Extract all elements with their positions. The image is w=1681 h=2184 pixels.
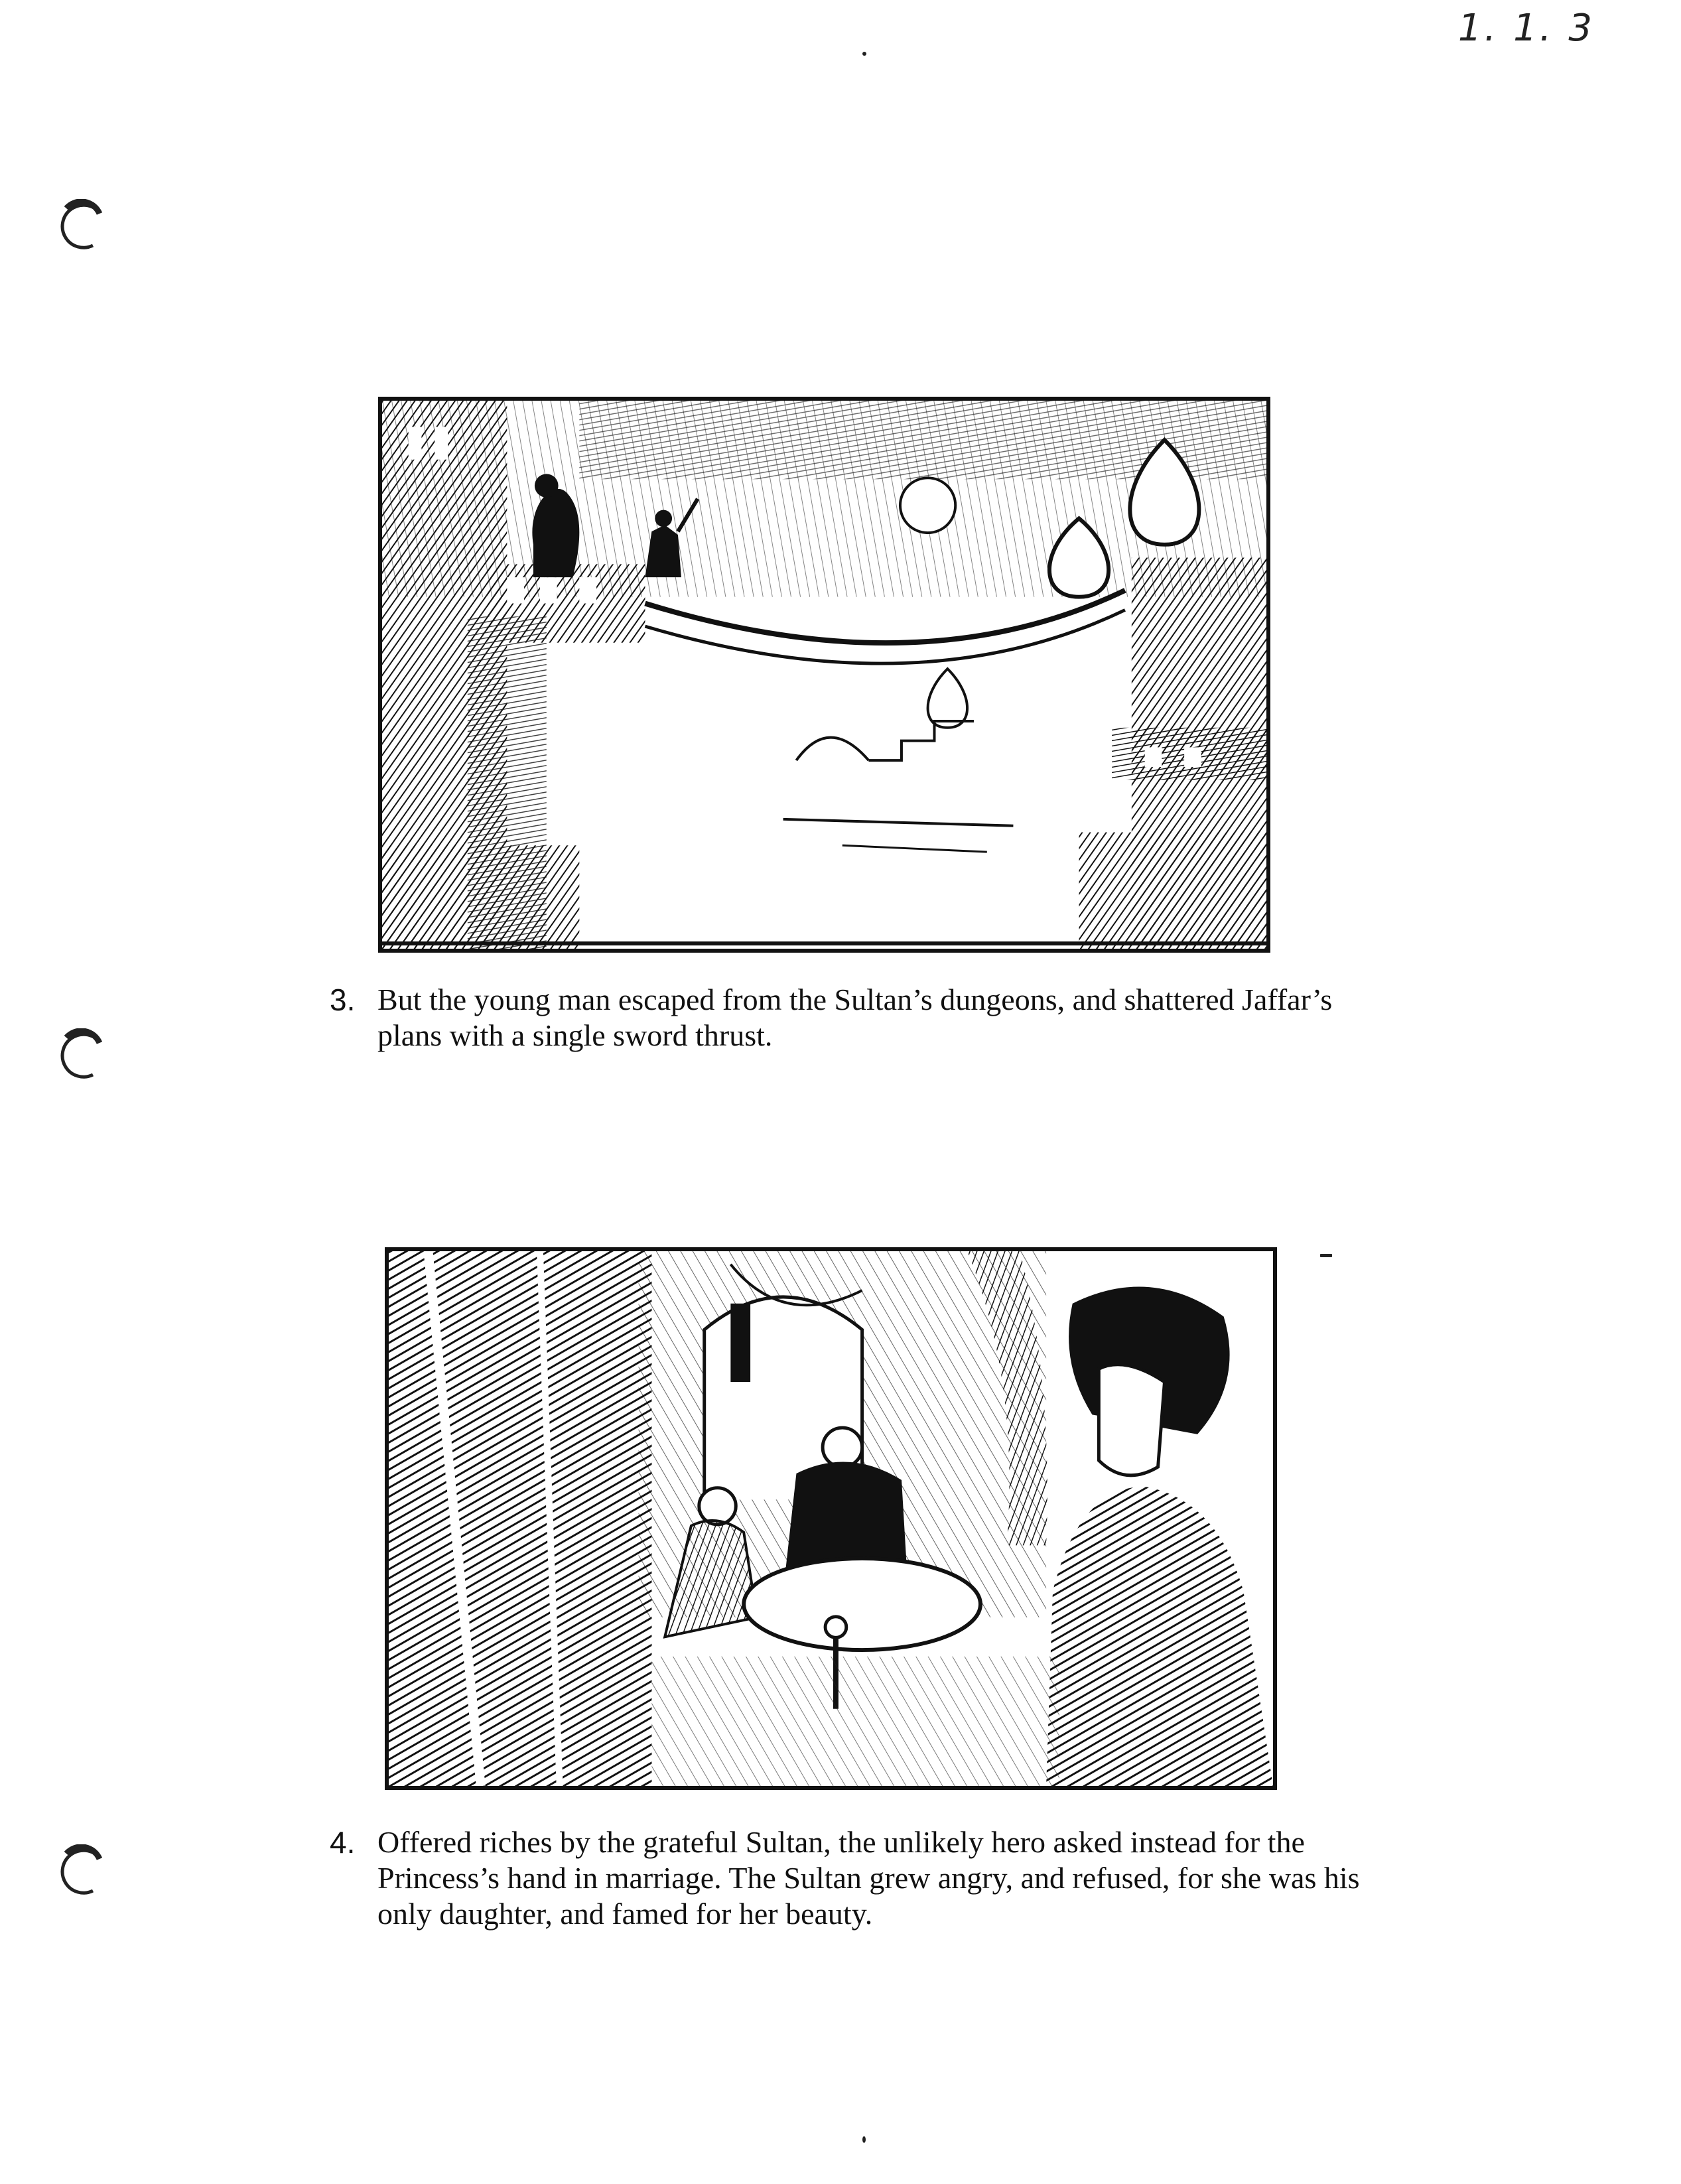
panel-4-caption [330,1824,1365,1932]
storyboard-panel-4 [385,1247,1277,1790]
punch-hole-mark-bottom [53,1844,106,1897]
panel-4-caption-text: Offered riches by the grateful Sultan, the unlikely hero asked instead for the Princess’s hand in marriage. The Sultan grew angry, and refused, for she was his only daughter, and famed for her beauty. [377,1825,1360,1931]
scan-speck [862,2136,866,2143]
panel-4-illustration [389,1251,1273,1786]
punch-hole-mark-top [53,199,106,252]
punch-hole-mark-middle [53,1028,106,1081]
page-number: 1. 1. 3 [1457,7,1595,50]
panel-3-illustration [382,401,1266,949]
panel-3-caption-text: But the young man escaped from the Sultan’s dungeons, and shattered Jaffar’s plans with a single sword thrust. [377,983,1333,1052]
scan-speck [1320,1254,1332,1257]
panel-3-number: 3. [330,983,356,1017]
storyboard-panel-3 [378,397,1270,953]
scan-speck [862,52,866,56]
panel-4-number: 4. [330,1825,356,1860]
panel-3-caption [330,982,1365,1054]
